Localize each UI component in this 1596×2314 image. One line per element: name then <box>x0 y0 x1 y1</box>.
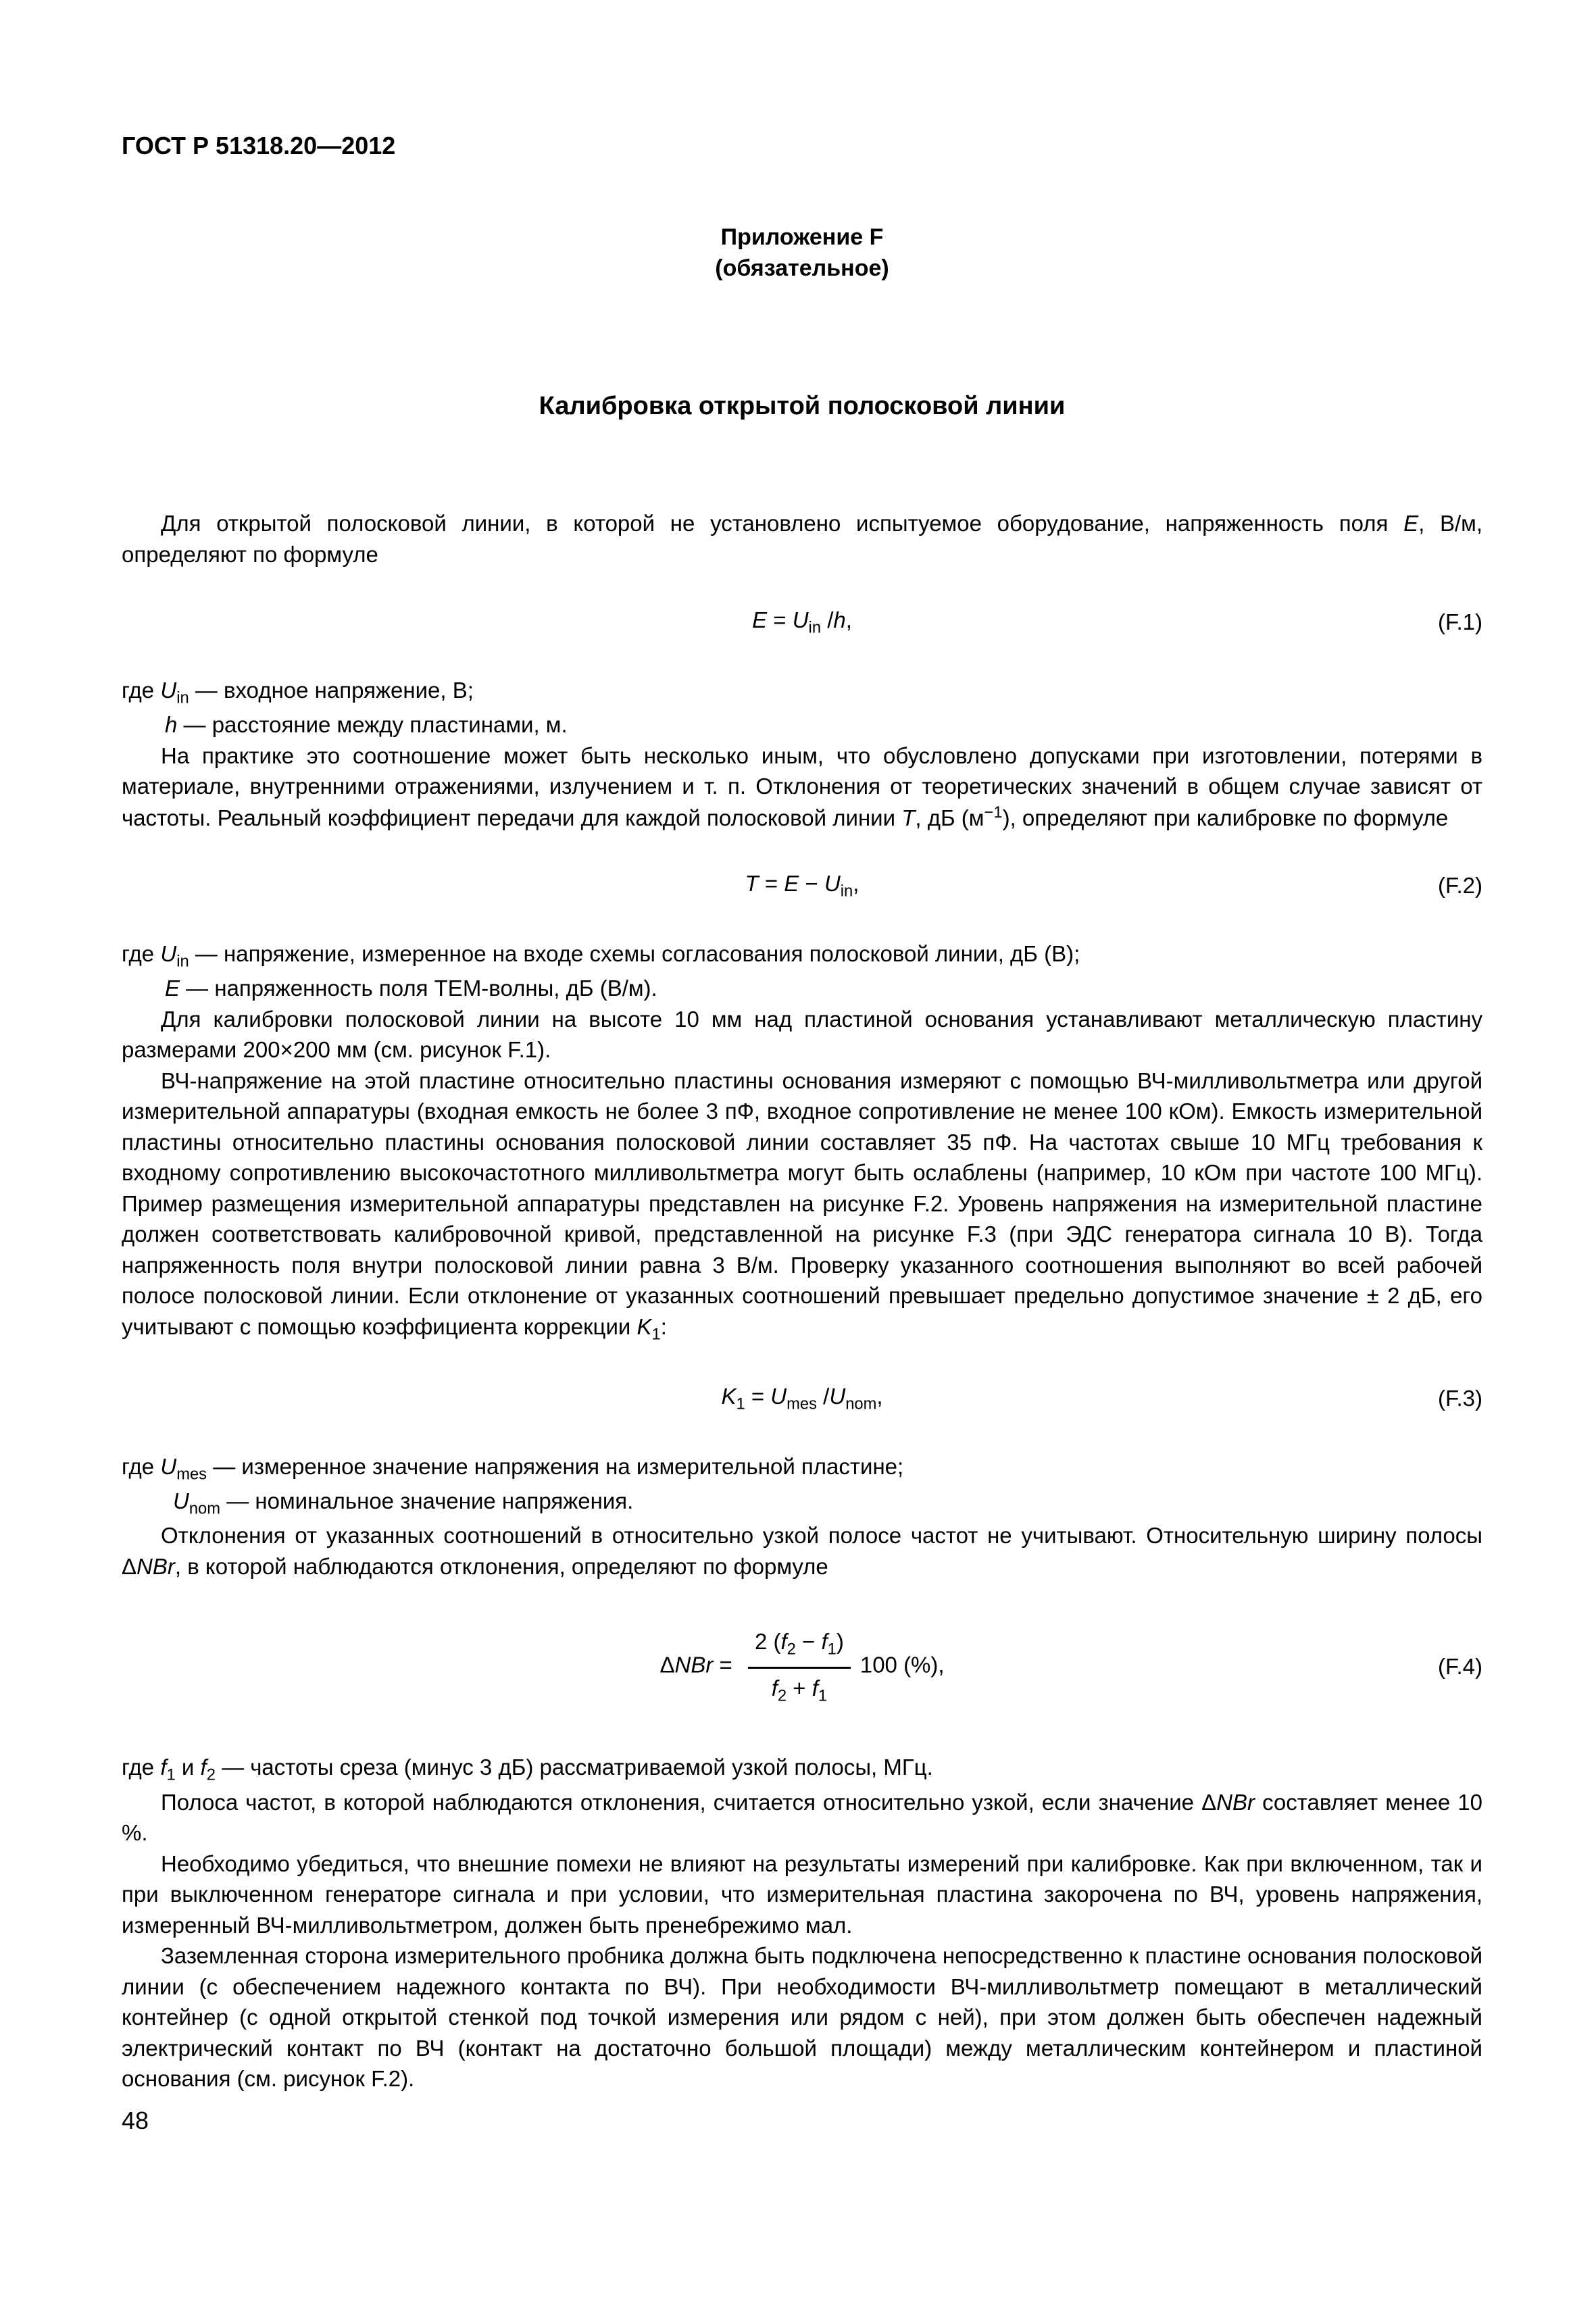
formula-row-f4 <box>122 1625 1482 1709</box>
definition-umes: где $U_{mes}$ — измеренное значение напряжения на измерительной пластине; <box>122 1453 904 1484</box>
formula-f4-suffix: 100 (%), <box>859 1653 945 1678</box>
paragraph-grounded-side: Заземленная сторона измерительного пробника должна быть подключена непосредственно к пластине основания полосковой линии (с обеспечением надежного контакта по ВЧ). При необходимости ВЧ-милливольтметр помещают в металлический контейнер (с одной открытой стенкой под точкой измерения или рядом с ней), при этом должен быть обеспечен надежный электрический контакт по ВЧ (контакт на достаточно большой площади) между металлическим контейнером и пластиной основания (см. рисунок F.2). <box>122 1943 1482 2092</box>
definition-unom: $U_{nom}$ — номинальное значение напряжения. <box>173 1488 634 1518</box>
section-title: Калибровка открытой полосковой линии <box>539 391 1066 420</box>
definition-h: h — расстояние между пластинами, м. <box>165 712 568 738</box>
formula-f2: $T = E - U_{in}$, <box>745 871 859 901</box>
formula-row-f3 <box>122 1381 1482 1415</box>
formula-row-f1 <box>122 605 1482 639</box>
formula-f4-numerator: 2 $(f_2 - f_1)$ <box>748 1625 851 1668</box>
formula-number-f4: (F.4) <box>1438 1654 1482 1680</box>
document-body <box>122 508 1482 2094</box>
formula-number-f1: (F.1) <box>1438 609 1482 635</box>
appendix-type: (обязательное) <box>715 255 889 281</box>
definition-uin-measured: где $U_{in}$ — напряжение, измеренное на входе схемы согласования полосковой линии, дБ (В); <box>122 940 1080 971</box>
standard-designation: ГОСТ Р 51318.20—2012 <box>122 132 396 159</box>
page-number: 48 <box>122 2107 149 2134</box>
formula-f4-denominator: $f_2 + f_1$ <box>771 1675 828 1705</box>
formula-number-f3: (F.3) <box>1438 1386 1482 1411</box>
formula-number-f2: (F.2) <box>1438 873 1482 899</box>
appendix-heading <box>122 222 1482 284</box>
formula-f4-lhs: ΔNBr = <box>659 1653 739 1678</box>
definition-uin-input: где $U_{in}$ — входное напряжение, В; <box>122 677 474 707</box>
definition-e-field: E — напряженность поля ТЕМ-волны, дБ (В/м). <box>165 976 657 1001</box>
formula-row-f2 <box>122 868 1482 903</box>
paragraph-external-noise: Необходимо убедиться, что внешние помехи не влияют на результаты измерений при калибровке. Как при включенном, так и при выключенном генераторе сигнала и при условии, что измерительная пластина закорочена по ВЧ, уровень напряжения, измеренный ВЧ-милливольтметром, должен быть пренебрежимо мал. <box>122 1851 1482 1938</box>
formula-f4-fraction <box>748 1625 851 1709</box>
formula-f1: $E = U_{in}$ /h, <box>752 607 852 638</box>
paragraph-deviations: Отклонения от указанных соотношений в относительно узкой полосе частот не учитывают. Относительную ширину полосы ΔNBr, в которой наблюдаются отклонения, определяют по формуле <box>122 1523 1482 1579</box>
paragraph-practice: На практике это соотношение может быть несколько иным, что обусловлено допусками при изготовлении, потерями в материале, внутренними отражениями, излучением и т. п. Отклонения от теоретических значений в общем случае зависят от частоты. Реальный коэффициент передачи для каждой полосковой линии T, дБ $(м^{-1})$, определяют при калибровке по формуле <box>122 743 1482 830</box>
paragraph-hf-voltage: ВЧ-напряжение на этой пластине относительно пластины основания измеряют с помощью ВЧ-милливольтметра или другой измерительной аппаратуры (входная емкость не более 3 пФ, входное сопротивление не менее 100 кОм). Емкость измерительной пластины относительно пластины основания полосковой линии составляет 35 пФ. На частотах свыше 10 МГц требования к входному сопротивлению высокочастотного милливольтметра могут быть ослаблены (например, 10 кОм при частоте 100 МГц). Пример размещения измерительной аппаратуры представлен на рисунке F.2. Уровень напряжения на измерительной пластине должен соответствовать калибровочной кривой, представленной на рисунке F.3 (при ЭДС генератора сигнала 10 В). Тогда напряженность поля внутри полосковой линии равна 3 В/м. Проверку указанного соотношения выполняют во всей рабочей полосе полосковой линии. Если отклонение от указанных соотношений превышает предельно допустимое значение ± 2 дБ, его учитывают с помощью коэффициента коррекции $K_1$: <box>122 1067 1482 1344</box>
formula-f4 <box>659 1625 944 1709</box>
paragraph-narrow-band: Полоса частот, в которой наблюдаются отклонения, считается относительно узкой, если значение ΔNBr составляет менее 10 %. <box>122 1789 1482 1846</box>
appendix-title: Приложение F <box>720 224 884 250</box>
paragraph-intro: Для открытой полосковой линии, в которой не установлено испытуемое оборудование, напряженность поля E, В/м, определяют по формуле <box>122 511 1482 567</box>
definition-f1-f2: где $f_1$ и $f_2$ — частоты среза (минус 3 дБ) рассматриваемой узкой полосы, МГц. <box>122 1755 933 1784</box>
paragraph-calibration-plate: Для калибровки полосковой линии на высоте 10 мм над пластиной основания устанавливают металлическую пластину размерами 200×200 мм (см. рисунок F.1). <box>122 1006 1482 1063</box>
formula-f3: $K_1 = U_{mes}$ $/U_{nom}$, <box>721 1384 883 1413</box>
